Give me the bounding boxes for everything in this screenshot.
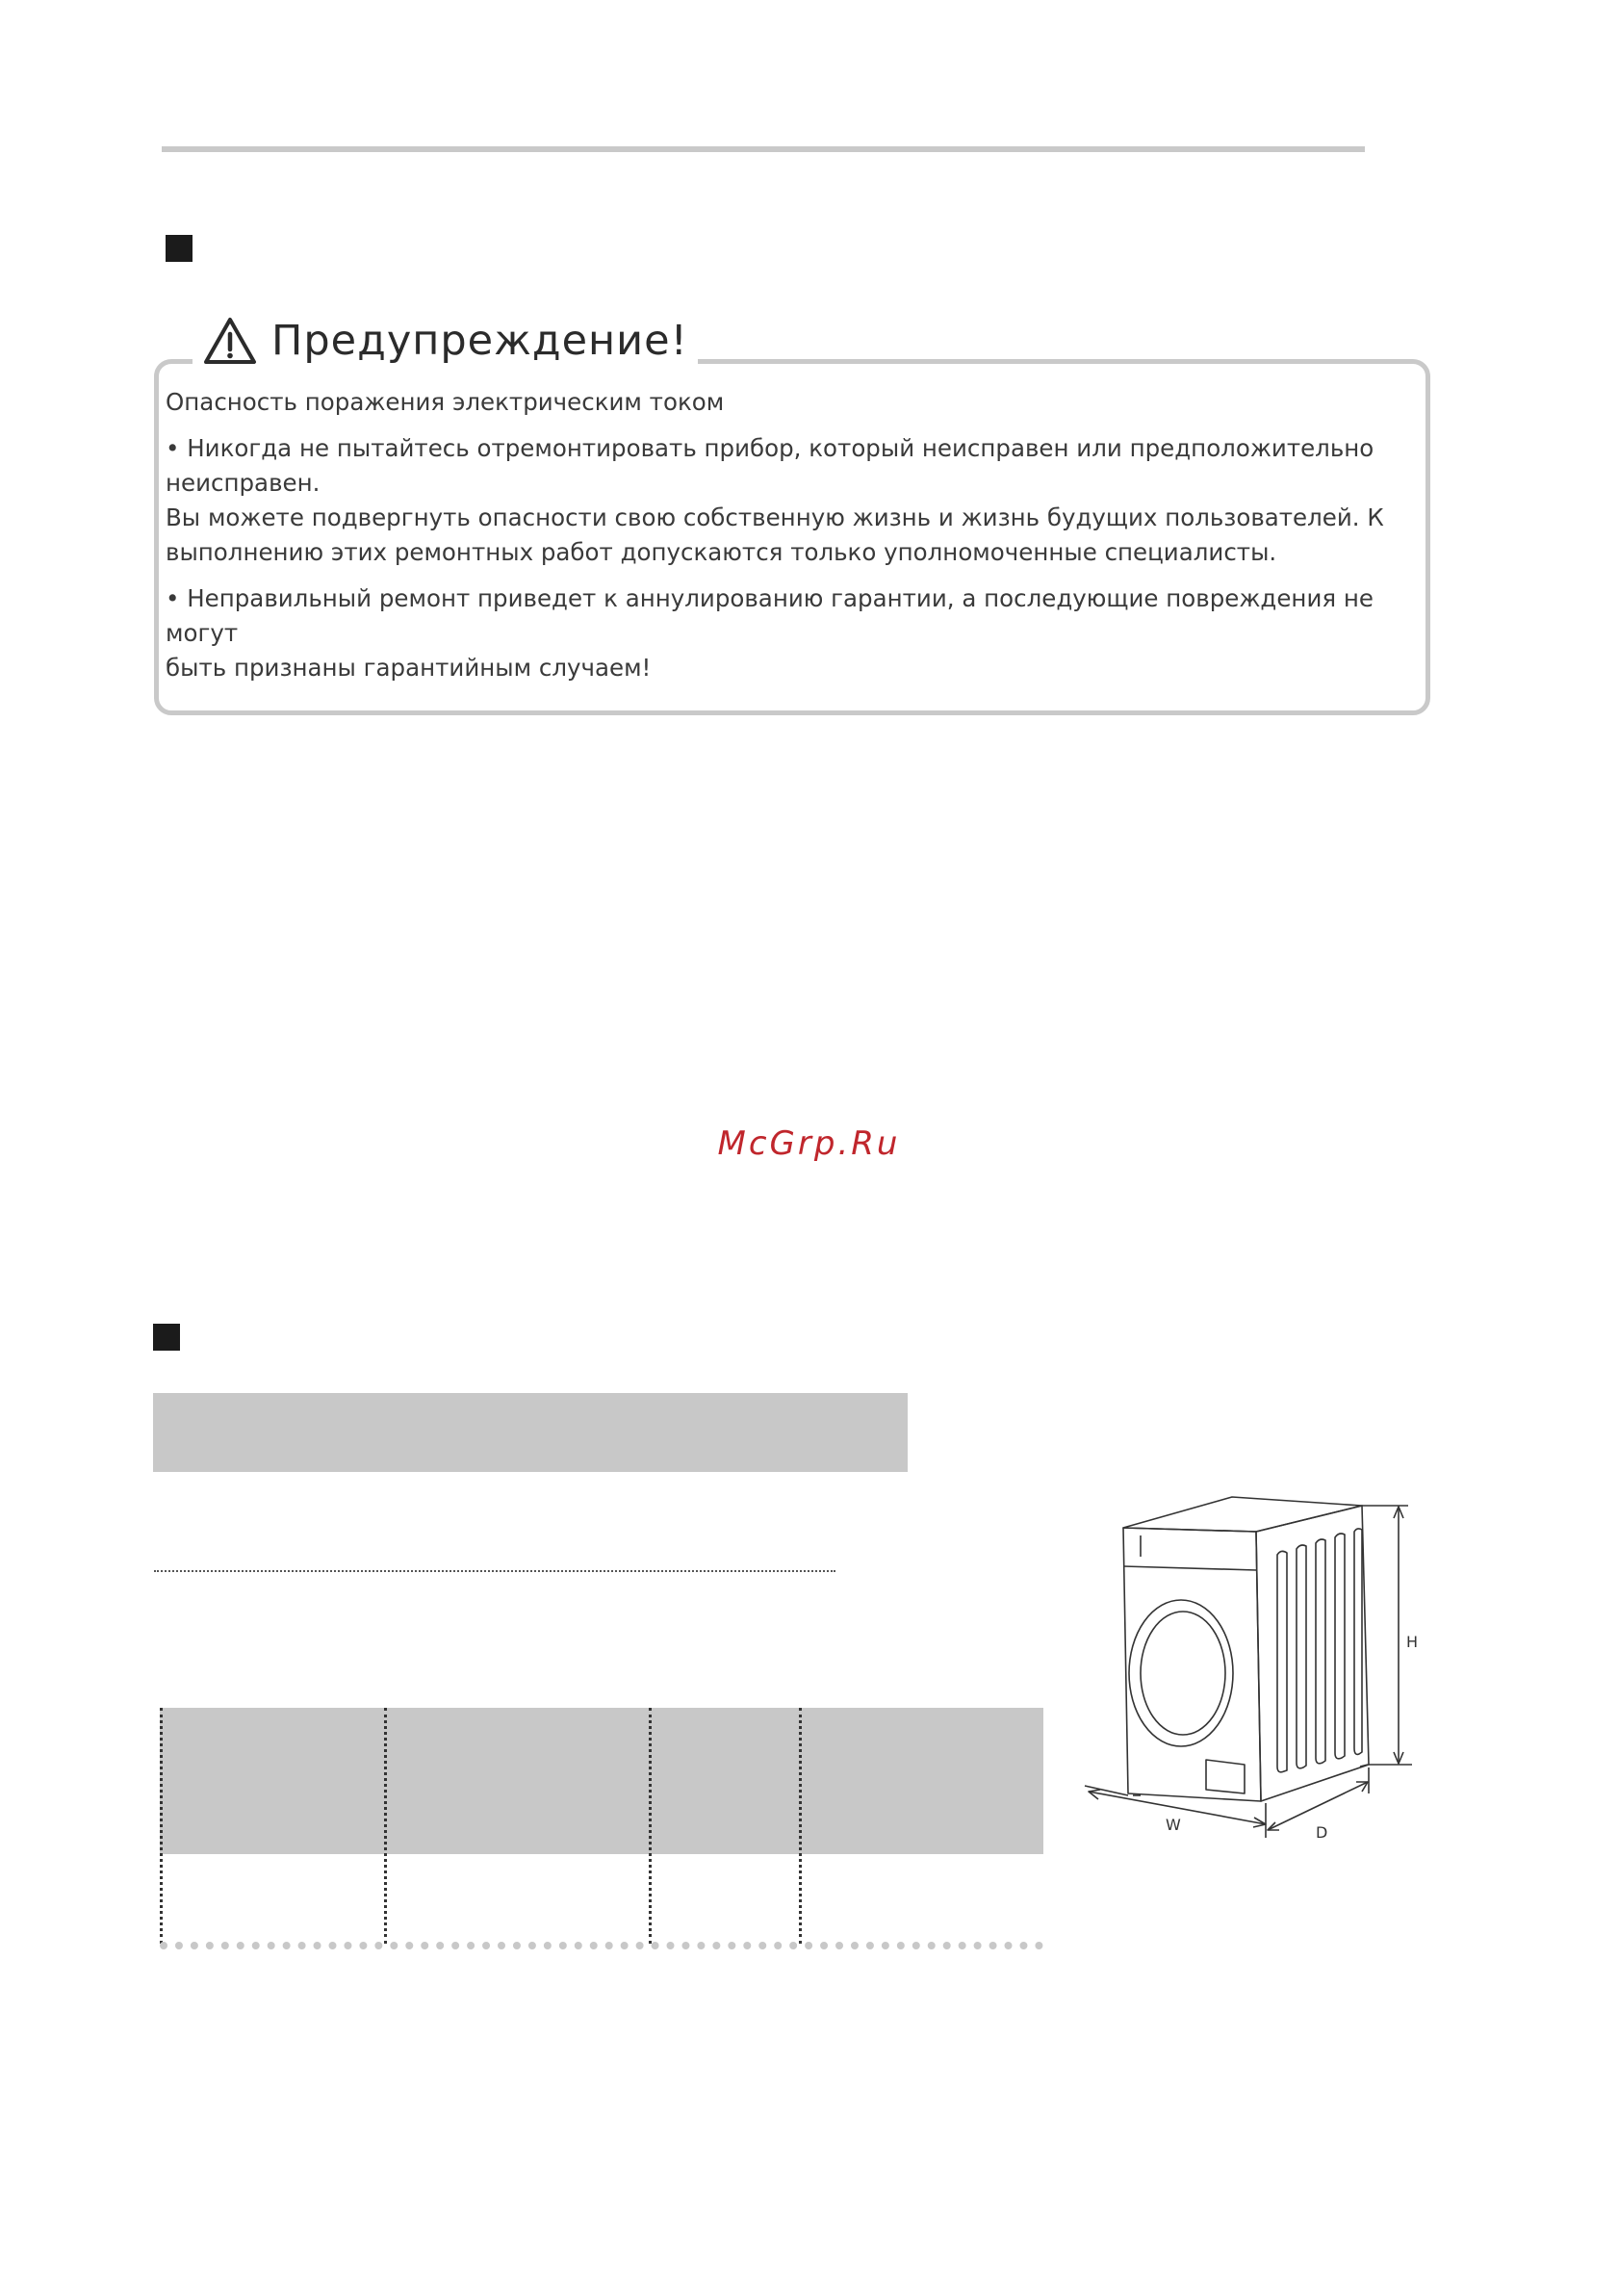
table-column-divider bbox=[649, 1708, 652, 1944]
top-rule bbox=[162, 146, 1365, 152]
dotted-divider bbox=[154, 1570, 835, 1572]
washing-machine-dimension-diagram bbox=[1073, 1485, 1429, 1851]
spec-table bbox=[160, 1708, 1043, 1948]
table-bottom-border bbox=[160, 1942, 1043, 1949]
warning-paragraph: Опасность поражения электрическим током bbox=[166, 388, 725, 416]
table-column-divider bbox=[160, 1708, 163, 1944]
warning-paragraph: • Никогда не пытайтесь отремонтировать прибор, который неисправен или предположительно неисправен. Вы можете подвергнуть опасности свою собственную жизнь и жизнь будущих пользователей. К выполнению этих ремонтных работ допускаются только уполномоченные специалисты. bbox=[166, 434, 1384, 566]
spec-table-header bbox=[160, 1708, 1043, 1854]
dimension-label-height: H bbox=[1406, 1633, 1419, 1651]
table-column-divider bbox=[384, 1708, 387, 1944]
section-marker-square bbox=[166, 235, 193, 262]
section-marker-square bbox=[153, 1324, 180, 1351]
table-column-divider bbox=[799, 1708, 802, 1944]
warning-paragraph: • Неправильный ремонт приведет к аннулированию гарантии, а последующие повреждения не могут быть признаны гарантийным случаем! bbox=[166, 584, 1374, 682]
warning-header bbox=[193, 306, 698, 375]
watermark: McGrp.Ru bbox=[717, 1124, 901, 1163]
warning-body bbox=[166, 385, 1407, 685]
dimension-label-depth: D bbox=[1316, 1823, 1328, 1842]
dimension-label-width: W bbox=[1166, 1816, 1181, 1834]
warning-title: Предупреждение! bbox=[271, 317, 688, 365]
warning-triangle-icon bbox=[202, 316, 258, 366]
section-header-bar bbox=[153, 1393, 908, 1472]
